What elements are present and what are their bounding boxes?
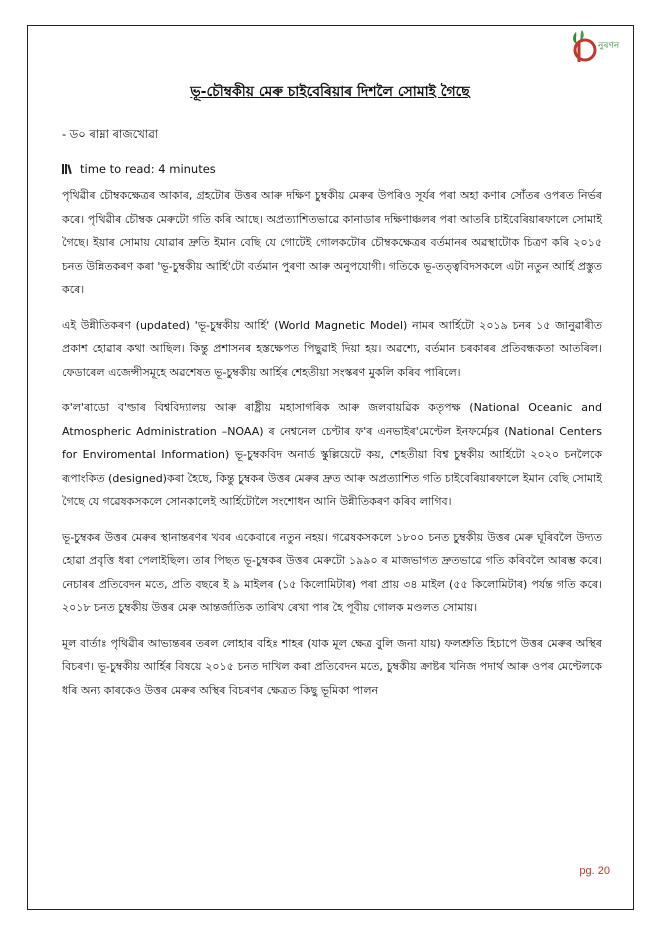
- paragraph: ভূ-চুম্বকৰ উত্তৰ মেৰুৰ স্থানান্তৰণৰ খবৰ একেবাৰে নতুন নহয়। গৱেষকসকলে ১৮০০ চনত চুম্বকীয় উত্তৰ মেৰু ঘূৰিবলৈ উদ্যত হোৱা প্ৰবৃত্তি ধৰা পেলাইছিল। তাৰ পিছত ভূ-চুম্বকৰ উত্তৰ মেৰুটো ১৯৯০ ৰ মাজভাগত দ্ৰুতভাৱে গতি কৰিবলৈ আৰম্ভ কৰে। নেচাৰৰ প্ৰতিবেদন মতে, প্ৰতি বছৰে ই ৯ মাইলৰ (১৫ কিলোমিটাৰ) পৰা প্ৰায় ৩৪ মাইল (৫৫ কিলোমিটাৰ) পৰ্যন্ত গতি কৰে। ২০১৮ চনত চুম্বকীয় উত্তৰ মেৰু আন্তৰ্জাতিক তাৰিখ ৰেখা পাৰ হৈ পূবীয় গোলক মণ্ডলত সোমায়।: [62, 530, 602, 614]
- read-time: [62, 162, 216, 176]
- paragraph: ক'ল'ৰাডো ব'ল্ডাৰ বিশ্ববিদ্যালয় আৰু ৰাষ্ট্ৰীয় মহাসাগৰিক আৰু জলবায়ৱিক কতৃপক্ষ (National Oceanic and Atmospheric Administration –NOAA) ৰ নেশ্বনেল চেণ্টাৰ ফ'ৰ এনভাইৰ'মেণ্টেল ইনফৰ্মেচ্নৰ (National Centers for Enviromental Information) ভূ-চুম্বকবিদ অনাৰ্ড স্কুল্লিয়েটে কয়, শেহতীয়া বিশ্ব চুম্বকীয় আৰ্হিটো ২০২০ চনলৈকে ৰূপাংকিত (designed)কৰা হৈছে, কিন্তু চুম্বকৰ উত্তৰ মেৰুৰ দ্ৰুত আৰু অপ্ৰত্যাশিত গতি চাইবেৰিয়াৰফালে ইমান বেছি সোমাই গৈছে যে গৱেষকসকলে সোনকালেই আৰ্হিটোলৈ সংশোধন আনি উন্নীতিকৰণ কৰিব লাগিব।: [62, 401, 602, 508]
- read-time-text: time to read: 4 minutes: [80, 162, 216, 176]
- book-icon: [62, 164, 74, 174]
- paragraph: পৃথিৱীৰ চৌম্বকক্ষেত্ৰৰ আকাৰ, গ্ৰহটোৰ উত্তৰ আৰু দক্ষিণ চুম্বকীয় মেৰুৰ উপৰিও সূৰ্যৰ পৰা অহা কণাৰ সোঁতৰ ওপৰত নিৰ্ভৰ কৰে। পৃথিৱীৰ চৌম্বক মেৰুটো গতি কৰি আছে। অপ্ৰত্যাশিতভাৱে কানাডাৰ দক্ষিণাঞ্চলৰ পৰা আতৰি চাইবেৰিয়াৰফালে সোমাই গৈছে। ইয়াৰ সোমায় যোৱাৰ দ্ৰুতি ইমান বেছি যে গোটেই গোলকটোৰ চৌম্বকক্ষেত্ৰৰ বৰ্তমানৰ অৱস্থাটোক চিত্ৰণ কৰি ২০১৫ চনত উন্নিতকৰণ কৰা 'ভূ-চুম্বকীয় আৰ্হি'টো বৰ্তমান পুৰণা আৰু অনুপযোগী। গতিকে ভূ-তত্ত্ববিদসকলে এটা নতুন আৰ্হি প্ৰস্তুত কৰে।: [62, 189, 602, 296]
- paragraph: এই উন্নীতিকৰণ (updated) 'ভূ-চুম্বকীয় আৰ্হি' (World Magnetic Model) নামৰ আৰ্হিটো ২০১৯ চনৰ ১৫ জানুৱাৰীত প্ৰকাশ হোৱাৰ কথা আছিল। কিন্তু প্ৰশাসনৰ হস্তক্ষেপত পিছুৱাই দিয়া হয়। অৱশ্যে, বৰ্তমান চৰকাৰৰ প্ৰতিবন্ধকতা আতৰিল। ফেডাৰেল এজেন্সীসমূহে অৱশেষত ভূ-চুম্বকীয় আৰ্হিৰ শেহতীয়া সংস্কৰণ মুকলি কৰিব পাৰিলে।: [62, 318, 602, 379]
- paragraph: মূল বাৰ্তাঃ পৃথিৱীৰ আভ্যন্তৰৰ তৰল লোহাৰ বহিঃ শাহৰ (যাক মূল ক্ষেত্ৰ বুলি জনা যায়) ফলশ্ৰুতি হিচাপে উত্তৰ মেৰুৰ অস্থিৰ বিচৰণ। ভূ-চুম্বকীয় আৰ্হিৰ বিষয়ে ২০১৫ চনত দাখিল কৰা প্ৰতিবেদন মতে, চুম্বকীয় ক্ৰাষ্টৰ খনিজ পদাৰ্থ আৰু ওপৰ মেণ্টেলকে ধৰি অন্য কাৰকেও উত্তৰ মেৰুৰ অস্থিৰ বিচৰণৰ ক্ষেত্ৰত কিছু ভূমিকা পালন: [62, 636, 602, 697]
- page-number: pg. 20: [579, 865, 610, 877]
- article-title: ভূ-চৌম্বকীয় মেৰু চাইবেৰিয়াৰ দিশলৈ সোমাই গৈছে: [190, 84, 470, 100]
- article-body: [62, 184, 602, 714]
- logo-text: নুৰণন: [598, 41, 620, 51]
- author-line: - ড০ ৰাম্না ৰাজখোৱা: [62, 127, 159, 141]
